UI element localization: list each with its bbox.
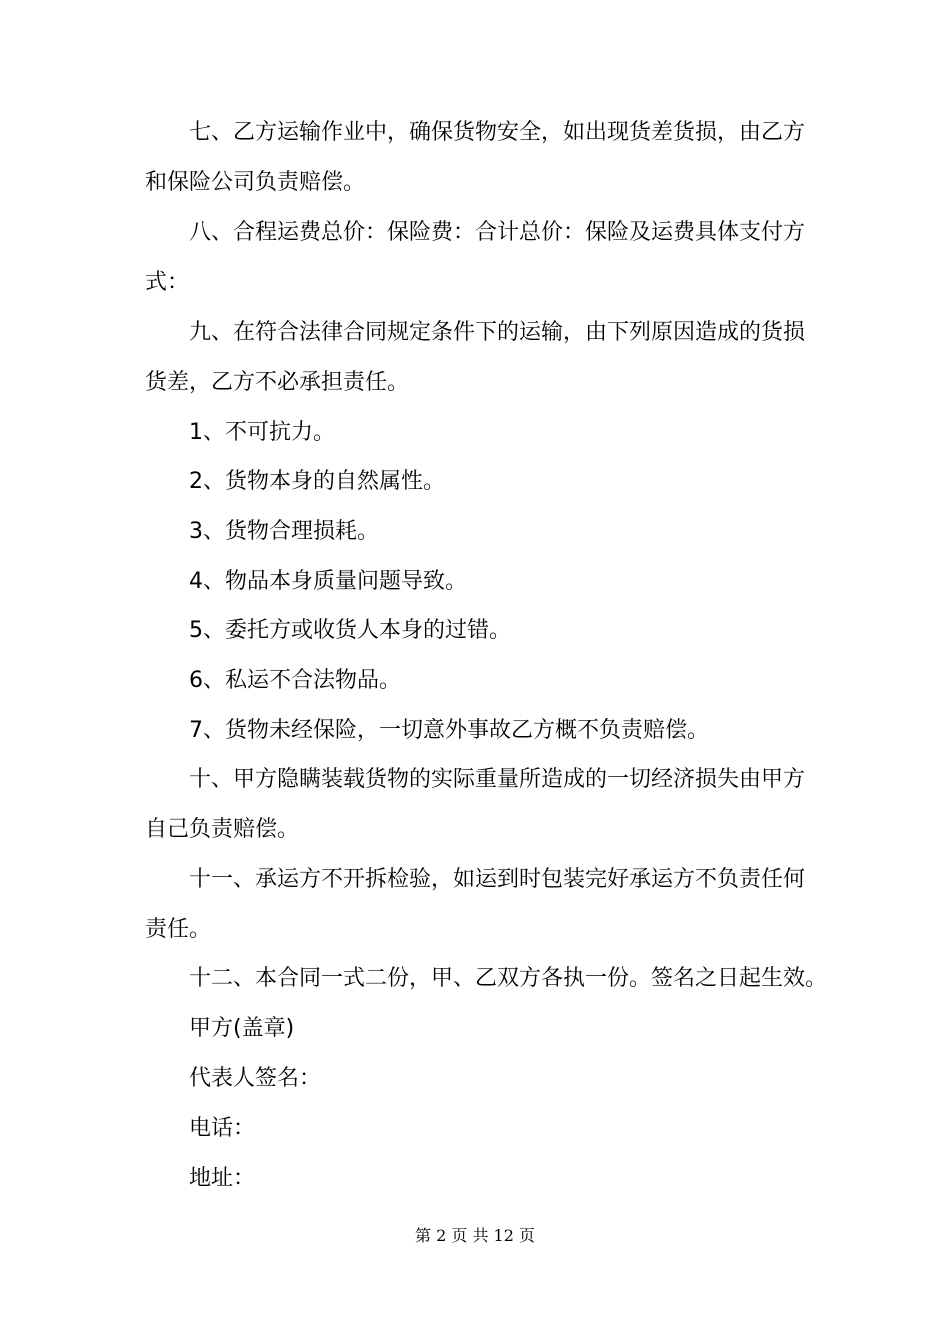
list-item: 1、不可抗力。 [189,420,335,445]
page-number: 第 2 页 共 12 页 [415,1226,535,1245]
list-item: 6、私运不合法物品。 [189,668,401,693]
clause-12: 十二、本合同一式二份，甲、乙双方各执一份。签名之日起生效。 [189,966,828,991]
list-item: 4、物品本身质量问题导致。 [189,569,467,594]
list-item: 2、货物本身的自然属性。 [189,469,445,494]
clause-10: 十、甲方隐瞒装载货物的实际重量所造成的一切经济损失由甲方自己负责赔偿。 [145,767,806,842]
party-a-label: 甲方(盖章) [189,1016,295,1041]
clause-7: 七、乙方运输作业中，确保货物安全，如出现货差货损，由乙方和保险公司负责赔偿。 [145,120,806,195]
list-item: 5、委托方或收货人本身的过错。 [189,618,511,643]
list-item: 7、货物未经保险，一切意外事故乙方概不负责赔偿。 [189,718,709,743]
clause-11: 十一、承运方不开拆检验，如运到时包装完好承运方不负责任何责任。 [145,867,806,942]
list-item: 3、货物合理损耗。 [189,519,379,544]
representative-signature-label: 代表人签名： [189,1066,322,1091]
clause-9: 九、在符合法律合同规定条件下的运输，由下列原因造成的货损货差，乙方不必承担责任。 [145,320,806,395]
address-label: 地址： [189,1166,256,1191]
clause-8: 八、合程运费总价：保险费：合计总价：保险及运费具体支付方式： [145,220,806,295]
phone-label: 电话： [189,1116,256,1141]
